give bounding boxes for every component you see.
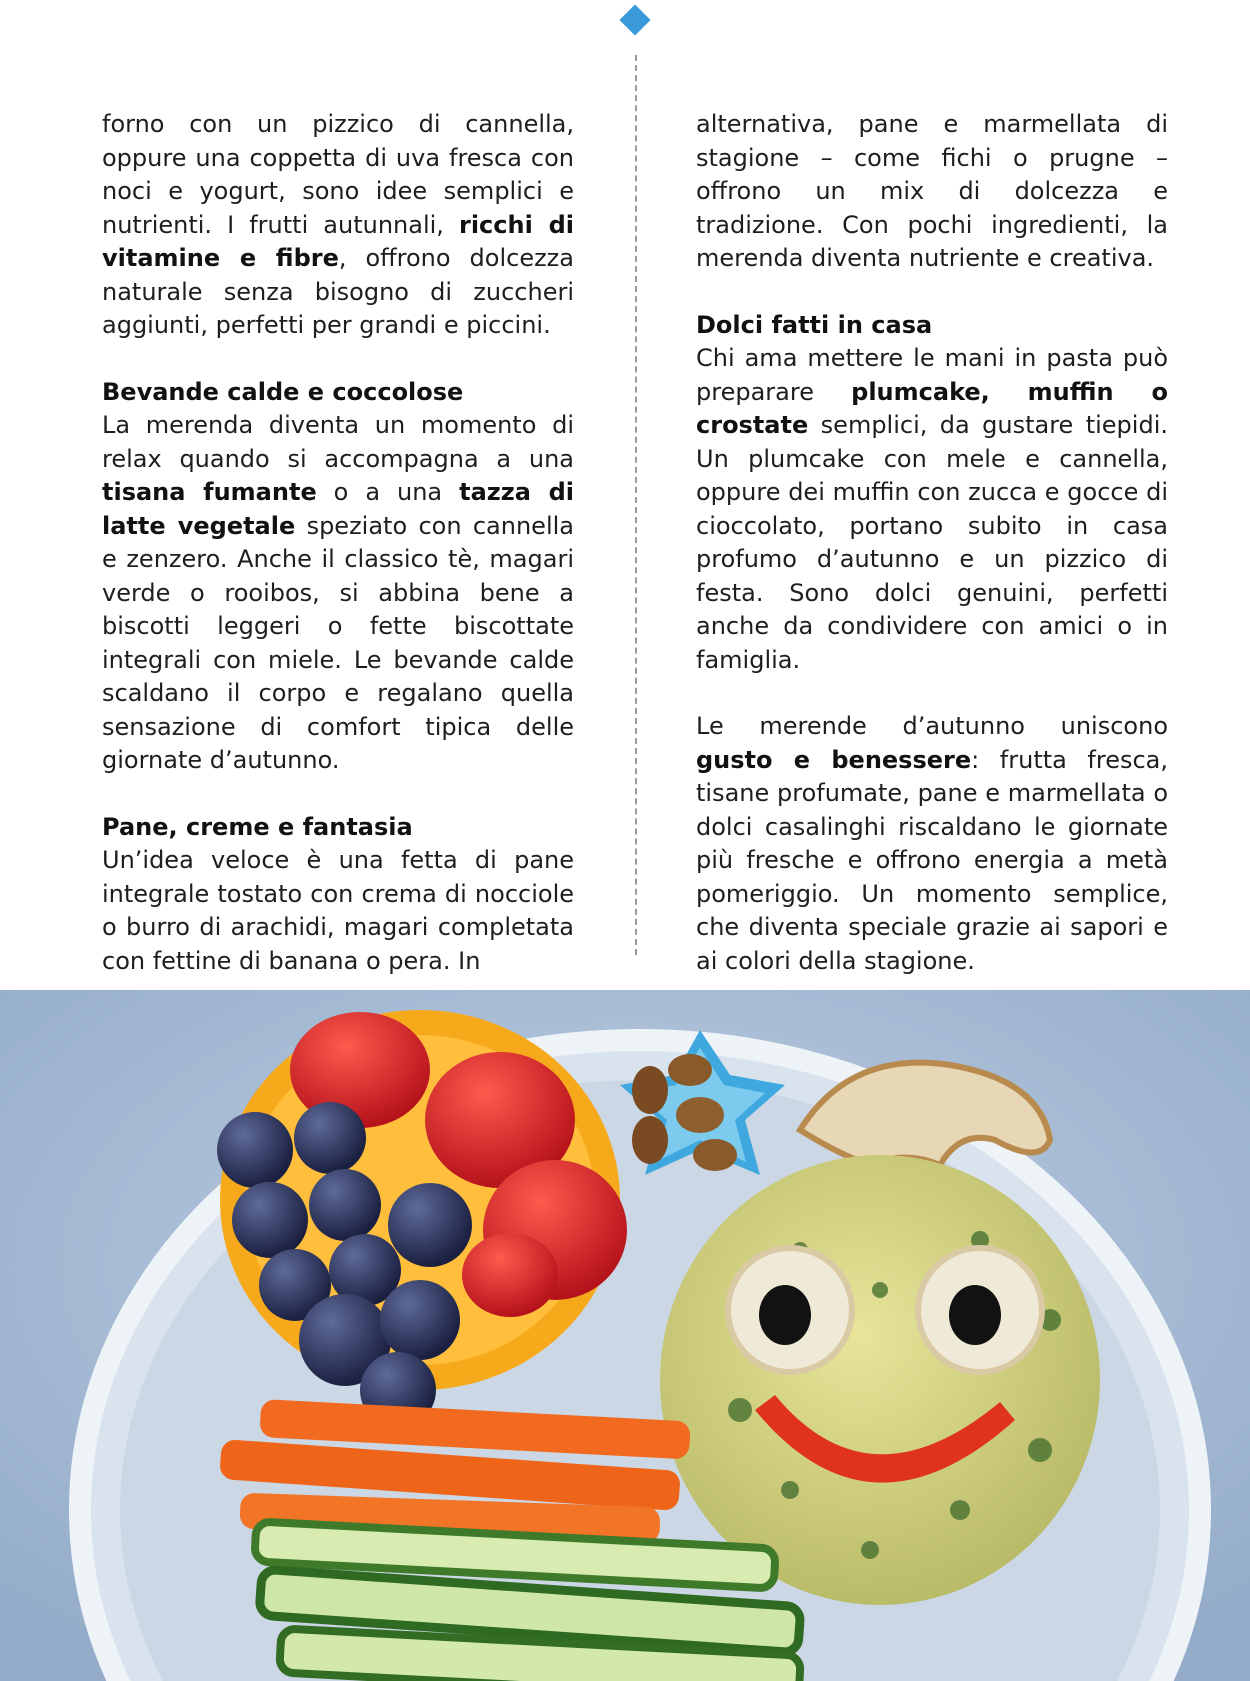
- omelette-face: [660, 1155, 1100, 1605]
- diamond-icon: [619, 4, 650, 35]
- snack-box-photo: [0, 990, 1250, 1681]
- text-run: o a una: [316, 478, 460, 506]
- text-run: semplici, da gustare tiepidi. Un plumcake con mele e cannella, oppure dei muffin con zucca e gocce di cioccolato, portano subito in casa profumo d’autunno e un pizzico di festa. Sono dolci genuini, perfetti anche da condividere con amici o in famiglia.: [696, 411, 1168, 674]
- left-column: [102, 108, 574, 978]
- text-run: forno con un pizzico di cannella, oppure una coppetta di uva fresca con noci e yogurt, sono idee semplici e nutrienti. I frutti autunnali,: [102, 110, 574, 239]
- section-dolci: [696, 309, 1168, 678]
- text-run: , offrono dolcezza naturale senza bisogno di zuccheri aggiunti, perfetti per grandi e piccini.: [102, 244, 574, 339]
- right-column: [696, 108, 1168, 978]
- section-pane: [102, 811, 574, 979]
- text-run: : frutta fresca, tisane profumate, pane e marmellata o dolci casalinghi riscaldano le giornate più fresche e offrono energia a metà pomeriggio. Un momento semplice, che diventa speciale grazie ai sapori e ai colori della stagione.: [696, 745, 1168, 975]
- cucumber-sticks: [254, 1521, 801, 1681]
- text-run: Un’idea veloce è una fetta di pane integrale tostato con crema di nocciole o burro di arachidi, magari completata con fettine di banana o pera. In: [102, 846, 574, 975]
- bold-text-run: gusto e benessere: [696, 745, 972, 774]
- text-run: Chi ama mettere le mani in pasta può preparare: [696, 344, 1168, 406]
- continuation-paragraph: [696, 108, 1168, 276]
- text-run: speziato con cannella e zenzero. Anche il classico tè, magari verde o rooibos, si abbina bene a biscotti leggeri o fette biscottate integrali con miele. Le bevande calde scaldano il corpo e regalano quella sensazione di comfort tipica delle giornate d’autunno.: [102, 511, 574, 774]
- intro-paragraph: [102, 108, 574, 343]
- snack-box-illustration: [0, 990, 1250, 1681]
- closing-paragraph: [696, 710, 1168, 978]
- text-run: alternativa, pane e marmellata di stagione – come fichi o prugne – offrono un mix di dolcezza e tradizione. Con pochi ingredienti, la merenda diventa nutriente e creativa.: [696, 110, 1168, 272]
- text-run: La merenda diventa un momento di relax quando si accompagna a una: [102, 411, 574, 473]
- section-heading: Dolci fatti in casa: [696, 310, 933, 339]
- bold-text-run: tazza di latte vegetale: [102, 478, 574, 540]
- section-heading: Bevande calde e coccolose: [102, 377, 464, 406]
- column-divider: [635, 55, 637, 955]
- bold-text-run: tisana fumante: [102, 478, 317, 506]
- section-heading: Pane, creme e fantasia: [102, 812, 413, 841]
- section-bevande: [102, 376, 574, 778]
- bold-text-run: ricchi di vitamine e fibre: [102, 210, 574, 272]
- bold-text-run: plumcake, muffin o crostate: [696, 377, 1169, 439]
- text-run: Le merende d’autunno uniscono: [696, 712, 1168, 740]
